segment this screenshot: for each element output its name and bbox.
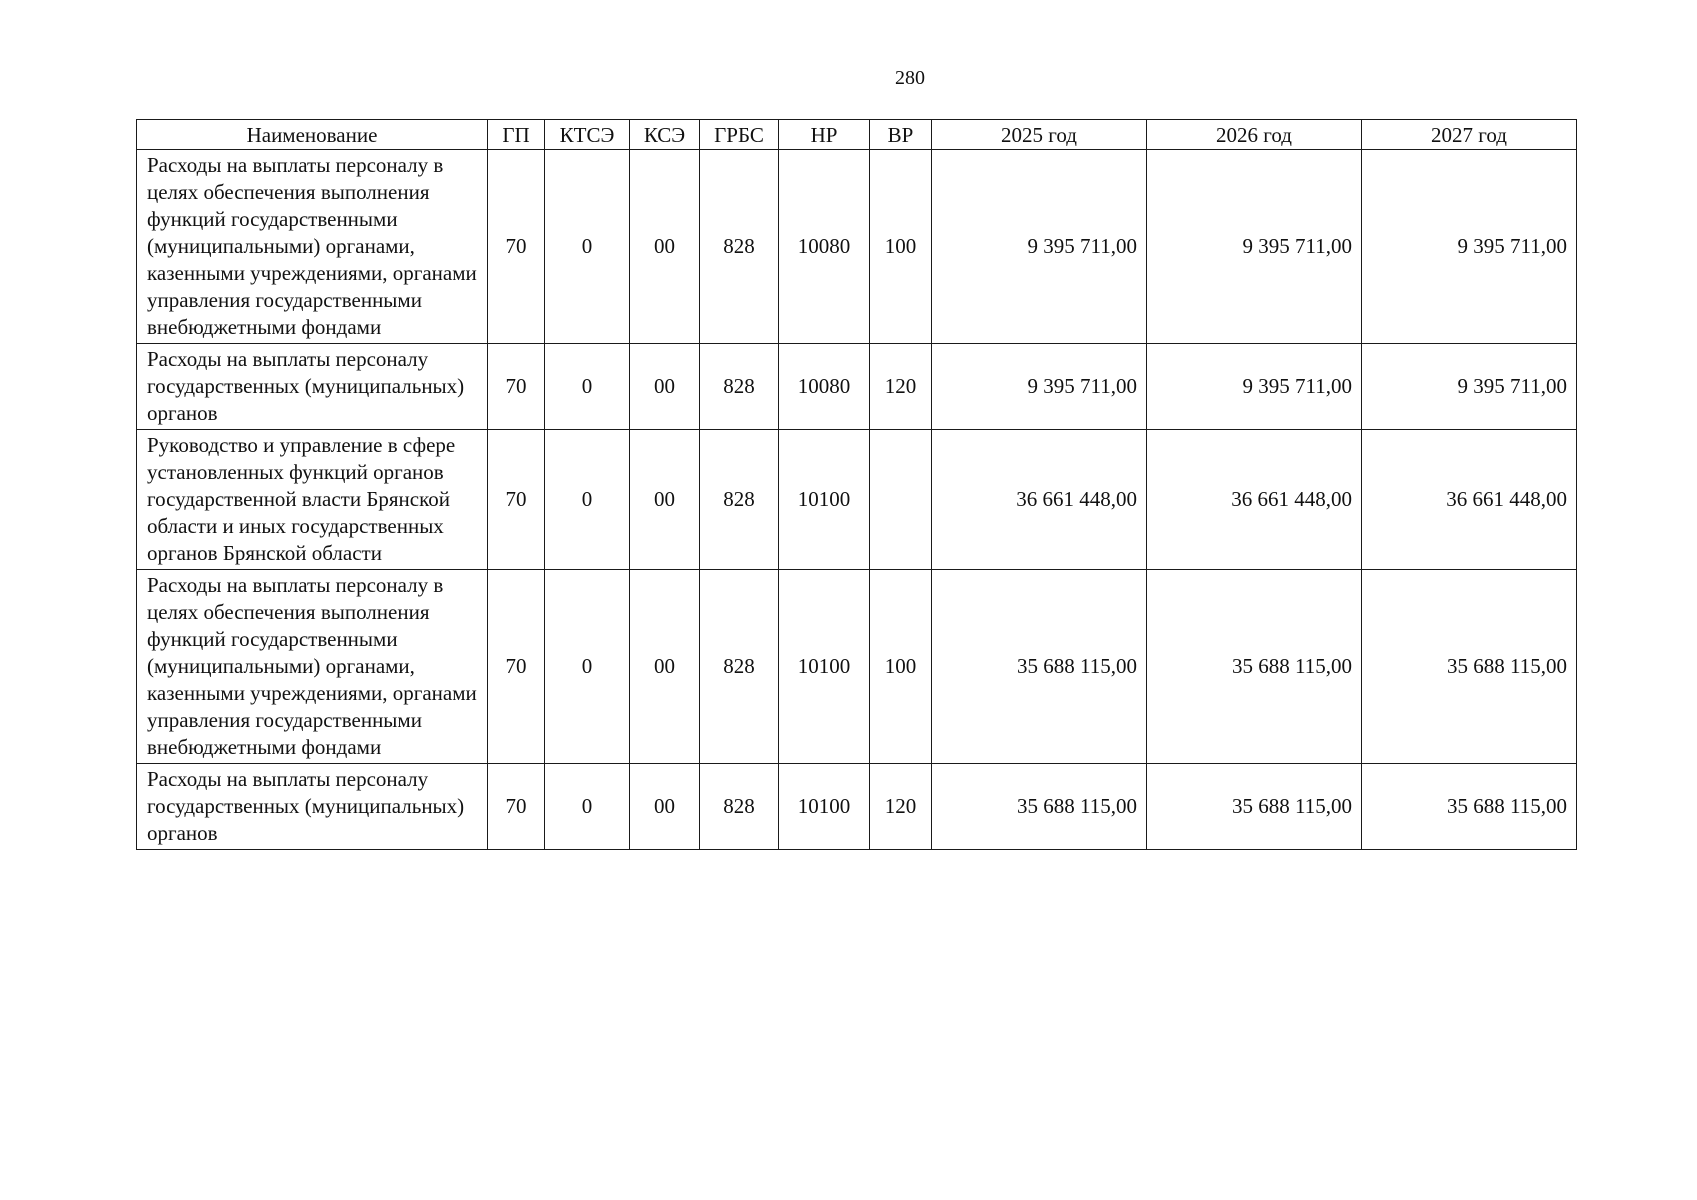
- header-2025: 2025 год: [932, 120, 1147, 150]
- table-row: [137, 430, 1577, 570]
- cell-gp: 70: [488, 150, 545, 344]
- cell-2025: 9 395 711,00: [932, 344, 1147, 430]
- cell-kse: 00: [630, 344, 700, 430]
- table-row: [137, 150, 1577, 344]
- cell-2025: 36 661 448,00: [932, 430, 1147, 570]
- table-header-row: [137, 120, 1577, 150]
- page-number: 280: [895, 67, 925, 89]
- cell-kse: 00: [630, 430, 700, 570]
- cell-gp: 70: [488, 344, 545, 430]
- header-2026: 2026 год: [1147, 120, 1362, 150]
- header-2027: 2027 год: [1362, 120, 1577, 150]
- cell-kse: 00: [630, 570, 700, 764]
- cell-name: Расходы на выплаты персоналу государственных (муниципальных) органов: [137, 344, 488, 430]
- cell-vr: 100: [870, 150, 932, 344]
- cell-nr: 10080: [779, 150, 870, 344]
- table-row: [137, 570, 1577, 764]
- cell-2026: 9 395 711,00: [1147, 344, 1362, 430]
- cell-name: Расходы на выплаты персоналу государственных (муниципальных) органов: [137, 764, 488, 850]
- header-name: Наименование: [137, 120, 488, 150]
- cell-ktse: 0: [545, 344, 630, 430]
- cell-2027: 9 395 711,00: [1362, 150, 1577, 344]
- cell-2026: 9 395 711,00: [1147, 150, 1362, 344]
- cell-ktse: 0: [545, 764, 630, 850]
- cell-nr: 10100: [779, 570, 870, 764]
- cell-vr: 120: [870, 764, 932, 850]
- cell-ktse: 0: [545, 430, 630, 570]
- cell-name: Расходы на выплаты персоналу в целях обеспечения выполнения функций государственными (муниципальными) органами, казенными учреждениями, органами управления государственными внебюджетными фондами: [137, 570, 488, 764]
- cell-gp: 70: [488, 570, 545, 764]
- cell-2027: 36 661 448,00: [1362, 430, 1577, 570]
- cell-grbs: 828: [700, 764, 779, 850]
- cell-2026: 36 661 448,00: [1147, 430, 1362, 570]
- header-gp: ГП: [488, 120, 545, 150]
- cell-vr: 120: [870, 344, 932, 430]
- cell-vr: [870, 430, 932, 570]
- cell-gp: 70: [488, 764, 545, 850]
- header-vr: ВР: [870, 120, 932, 150]
- cell-kse: 00: [630, 150, 700, 344]
- cell-ktse: 0: [545, 570, 630, 764]
- table-row: [137, 344, 1577, 430]
- cell-nr: 10080: [779, 344, 870, 430]
- cell-2026: 35 688 115,00: [1147, 570, 1362, 764]
- header-kse: КСЭ: [630, 120, 700, 150]
- cell-2025: 35 688 115,00: [932, 764, 1147, 850]
- header-grbs: ГРБС: [700, 120, 779, 150]
- header-nr: НР: [779, 120, 870, 150]
- cell-ktse: 0: [545, 150, 630, 344]
- cell-grbs: 828: [700, 570, 779, 764]
- cell-2026: 35 688 115,00: [1147, 764, 1362, 850]
- cell-2025: 35 688 115,00: [932, 570, 1147, 764]
- cell-name: Руководство и управление в сфере установленных функций органов государственной власти Брянской области и иных государственных органов Брянской области: [137, 430, 488, 570]
- cell-2025: 9 395 711,00: [932, 150, 1147, 344]
- cell-gp: 70: [488, 430, 545, 570]
- cell-nr: 10100: [779, 430, 870, 570]
- table-row: [137, 764, 1577, 850]
- cell-2027: 9 395 711,00: [1362, 344, 1577, 430]
- cell-grbs: 828: [700, 150, 779, 344]
- cell-nr: 10100: [779, 764, 870, 850]
- budget-table: [136, 119, 1577, 850]
- cell-2027: 35 688 115,00: [1362, 764, 1577, 850]
- cell-grbs: 828: [700, 344, 779, 430]
- cell-kse: 00: [630, 764, 700, 850]
- cell-2027: 35 688 115,00: [1362, 570, 1577, 764]
- cell-vr: 100: [870, 570, 932, 764]
- cell-grbs: 828: [700, 430, 779, 570]
- header-ktse: КТСЭ: [545, 120, 630, 150]
- cell-name: Расходы на выплаты персоналу в целях обеспечения выполнения функций государственными (муниципальными) органами, казенными учреждениями, органами управления государственными внебюджетными фондами: [137, 150, 488, 344]
